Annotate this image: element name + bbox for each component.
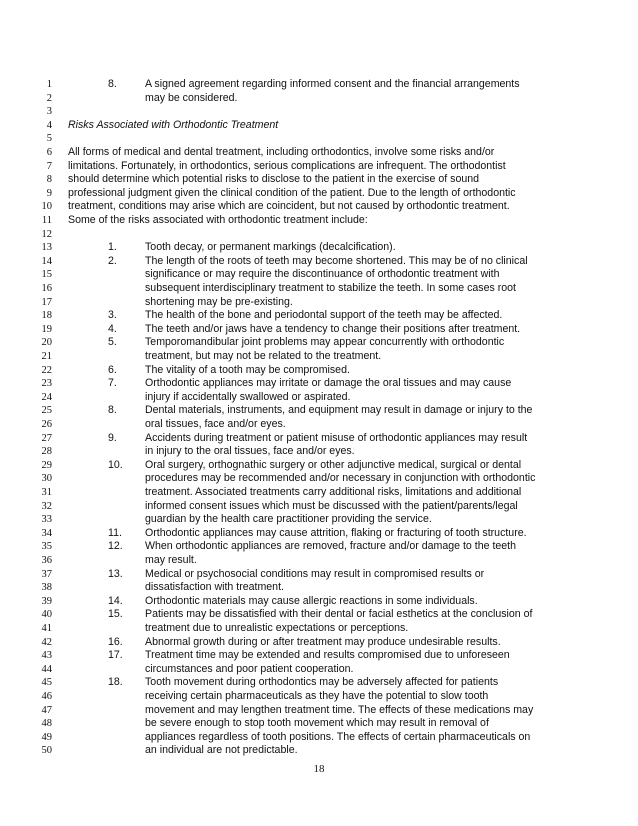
list-item-text: dissatisfaction with treatment. bbox=[145, 581, 284, 594]
line-number: 34 bbox=[41, 527, 52, 539]
list-item-text: Orthodontic appliances may cause attrition, flaking or fracturing of tooth structure. bbox=[145, 526, 527, 539]
list-item-text: Orthodontic materials may cause allergic reactions in some individuals. bbox=[145, 594, 478, 607]
paragraph-line: professional judgment given the clinical condition of the patient. Due to the length of orthodontic bbox=[68, 186, 516, 199]
line-number: 44 bbox=[41, 663, 52, 675]
list-item-text: Tooth decay, or permanent markings (decalcification). bbox=[145, 241, 396, 254]
line-number: 10 bbox=[41, 201, 52, 213]
paragraph-line: Some of the risks associated with orthodontic treatment include: bbox=[68, 214, 368, 226]
list-item-number: 16. bbox=[108, 635, 123, 648]
list-item-text: Medical or psychosocial conditions may result in compromised results or bbox=[145, 567, 485, 580]
list-item-number: 8. bbox=[108, 404, 117, 417]
list-item-text: shortening may be pre-existing. bbox=[145, 295, 293, 308]
list-item-text: treatment, but may not be related to the treatment. bbox=[145, 350, 382, 362]
list-item-text: injury if accidentally swallowed or aspirated. bbox=[145, 390, 351, 403]
paragraph-line: limitations. Fortunately, in orthodontics, serious complications are infrequent. The orthodontist bbox=[68, 159, 506, 172]
paragraph-line: All forms of medical and dental treatment, including orthodontics, involve some risks and/or bbox=[68, 146, 495, 158]
list-item-text: The teeth and/or jaws have a tendency to change their positions after treatment. bbox=[145, 322, 521, 335]
list-item-text: The vitality of a tooth may be compromised. bbox=[145, 363, 350, 376]
line-number: 35 bbox=[41, 541, 52, 553]
line-number: 22 bbox=[41, 364, 52, 376]
line-number: 24 bbox=[41, 391, 52, 403]
line-number: 26 bbox=[41, 419, 52, 430]
list-item-text: movement and may lengthen treatment time. The effects of these medications may bbox=[145, 703, 534, 716]
line-number: 43 bbox=[41, 650, 52, 662]
page-number: 18 bbox=[313, 763, 325, 775]
list-item-text: When orthodontic appliances are removed, fracture and/or damage to the teeth bbox=[145, 540, 517, 553]
line-number: 48 bbox=[41, 718, 52, 730]
list-item-text: treatment. Associated treatments carry additional risks, limitations and additional bbox=[145, 486, 522, 498]
list-item-text: Accidents during treatment or patient misuse of orthodontic appliances may result bbox=[145, 431, 528, 444]
line-number: 7 bbox=[46, 160, 52, 172]
list-item-text: A signed agreement regarding informed consent and the financial arrangements bbox=[145, 78, 520, 90]
line-number: 39 bbox=[41, 595, 52, 607]
line-number: 25 bbox=[41, 405, 52, 417]
line-number: 41 bbox=[41, 623, 52, 634]
line-number: 6 bbox=[46, 147, 52, 158]
list-item-text: be severe enough to stop tooth movement which may result in removal of bbox=[145, 717, 489, 730]
line-number: 30 bbox=[41, 473, 52, 485]
list-item-text: Dental materials, instruments, and equipment may result in damage or injury to the bbox=[145, 404, 533, 417]
line-number: 17 bbox=[41, 296, 52, 308]
section-heading: Risks Associated with Orthodontic Treatment bbox=[68, 118, 279, 131]
list-item-number: 18. bbox=[108, 676, 123, 689]
list-item-number: 4. bbox=[108, 322, 117, 335]
line-number: 50 bbox=[41, 745, 52, 757]
list-item-text: subsequent interdisciplinary treatment to stabilize the teeth. In some cases root bbox=[145, 282, 516, 294]
line-number: 15 bbox=[41, 269, 52, 281]
line-number: 31 bbox=[41, 487, 52, 498]
list-item-number: 11. bbox=[108, 526, 122, 539]
line-number: 42 bbox=[41, 636, 52, 648]
list-item-text: significance or may require the discontinuance of orthodontic treatment with bbox=[145, 268, 500, 281]
line-number: 4 bbox=[46, 119, 52, 131]
list-item-number: 7. bbox=[108, 377, 117, 390]
line-number: 3 bbox=[46, 106, 52, 118]
list-item-text: may be considered. bbox=[145, 91, 238, 104]
list-item-number: 12. bbox=[108, 540, 123, 553]
list-item-text: Patients may be dissatisfied with their dental or facial esthetics at the conclusion of bbox=[145, 608, 533, 621]
line-number: 45 bbox=[41, 677, 52, 689]
line-number: 2 bbox=[46, 92, 52, 104]
list-item-text: may result. bbox=[145, 554, 197, 566]
list-item-number: 15. bbox=[108, 608, 123, 621]
line-number: 37 bbox=[41, 568, 52, 580]
line-number: 5 bbox=[46, 133, 52, 145]
line-number: 20 bbox=[41, 337, 52, 349]
list-item-text: in injury to the oral tissues, face and/or eyes. bbox=[145, 445, 355, 458]
line-number: 16 bbox=[41, 283, 52, 294]
list-item-text: circumstances and poor patient cooperation. bbox=[145, 662, 354, 675]
list-item-text: Tooth movement during orthodontics may be adversely affected for patients bbox=[145, 676, 499, 689]
paragraph-line: treatment, conditions may arise which are coincident, but not caused by orthodontic treatment. bbox=[68, 200, 510, 213]
line-number: 11 bbox=[41, 215, 52, 226]
list-item-number: 5. bbox=[108, 336, 117, 349]
list-item-text: receiving certain pharmaceuticals as they have the potential to slow tooth bbox=[145, 690, 489, 702]
line-number: 47 bbox=[41, 704, 52, 716]
line-number: 13 bbox=[41, 242, 52, 254]
list-item-text: treatment due to unrealistic expectations or perceptions. bbox=[145, 622, 409, 634]
line-number: 14 bbox=[41, 255, 52, 267]
list-item-text: The health of the bone and periodontal support of the teeth may be affected. bbox=[145, 309, 503, 322]
line-number: 46 bbox=[41, 691, 52, 702]
line-number: 33 bbox=[41, 514, 52, 526]
line-number: 12 bbox=[41, 228, 52, 240]
list-item-text: Abnormal growth during or after treatment may produce undesirable results. bbox=[145, 635, 501, 648]
paragraph-line: should determine which potential risks to disclose to the patient in the exercise of sound bbox=[68, 173, 480, 186]
list-item-number: 9. bbox=[108, 431, 117, 444]
list-item-text: Orthodontic appliances may irritate or damage the oral tissues and may cause bbox=[145, 377, 512, 390]
list-item-text: Oral surgery, orthognathic surgery or other adjunctive medical, surgical or dental bbox=[145, 458, 522, 471]
list-item-number: 17. bbox=[108, 649, 123, 662]
line-number: 29 bbox=[41, 459, 52, 471]
list-item-text: appliances regardless of tooth positions. The effects of certain pharmaceuticals on bbox=[145, 730, 531, 743]
list-item-text: guardian by the health care practitioner providing the service. bbox=[145, 513, 432, 526]
list-item-number: 13. bbox=[108, 567, 123, 580]
list-item-text: an individual are not predictable. bbox=[145, 744, 298, 757]
line-number: 27 bbox=[41, 432, 52, 444]
list-item-text: procedures may be recommended and/or necessary in conjunction with orthodontic bbox=[145, 472, 536, 485]
list-item-number: 10. bbox=[108, 458, 123, 471]
line-number: 28 bbox=[41, 446, 52, 458]
line-number: 19 bbox=[41, 323, 52, 335]
list-item-number: 2. bbox=[108, 254, 117, 267]
list-item-text: Treatment time may be extended and results compromised due to unforeseen bbox=[145, 649, 510, 662]
list-item-text: Temporomandibular joint problems may appear concurrently with orthodontic bbox=[145, 336, 505, 349]
line-number: 8 bbox=[46, 174, 52, 186]
list-item-text: oral tissues, face and/or eyes. bbox=[145, 418, 286, 430]
line-number: 36 bbox=[41, 555, 52, 566]
list-item-number: 14. bbox=[108, 594, 123, 607]
list-item-number: 1. bbox=[108, 241, 117, 254]
list-item-number: 8. bbox=[108, 78, 117, 90]
list-item-number: 6. bbox=[108, 363, 117, 376]
line-number: 40 bbox=[41, 609, 52, 621]
line-number: 23 bbox=[41, 378, 52, 390]
line-number: 9 bbox=[46, 187, 52, 199]
list-item-number: 3. bbox=[108, 309, 117, 322]
line-number: 49 bbox=[41, 731, 52, 743]
line-number: 21 bbox=[41, 351, 52, 362]
line-number: 1 bbox=[46, 79, 52, 90]
list-item-text: informed consent issues which must be discussed with the patient/parents/legal bbox=[145, 499, 518, 512]
list-item-text: The length of the roots of teeth may become shortened. This may be of no clinical bbox=[145, 254, 528, 267]
line-number: 18 bbox=[41, 310, 52, 322]
line-number: 38 bbox=[41, 582, 52, 594]
line-number: 32 bbox=[41, 500, 52, 512]
